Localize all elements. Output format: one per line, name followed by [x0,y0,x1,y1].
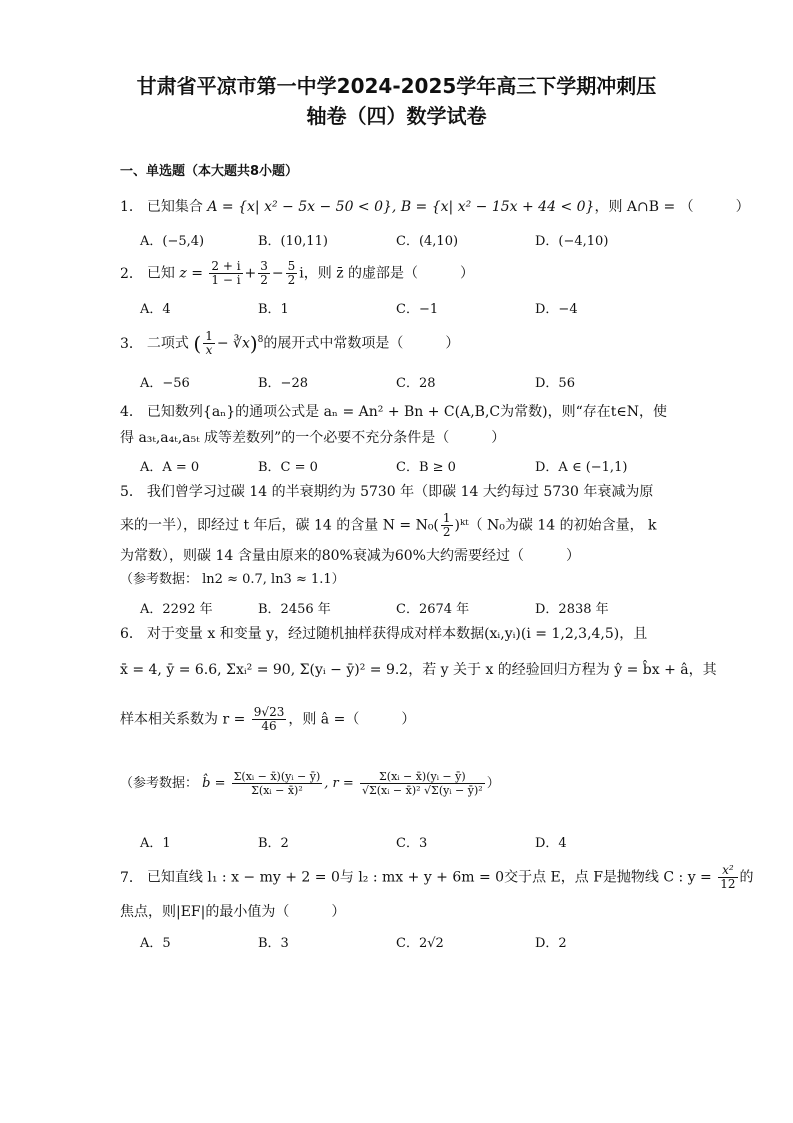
option-c[interactable]: C．2674 年 [396,602,470,617]
question-4 [120,402,667,422]
fraction: $\frac{5}{2}$ [287,259,296,287]
option-d[interactable]: D．2 [535,936,567,951]
question-text: 我们曾学习过碳 14 的半衰期约为 5730 年（即碳 14 大约每过 5730 年衰减为原 [146,484,654,500]
option-b[interactable]: B．(10,11) [258,234,328,249]
option-c[interactable]: C．28 [396,376,436,391]
question-7 [120,864,754,891]
option-c[interactable]: C．3 [396,836,428,851]
option-c[interactable]: C．2√2 [396,936,444,951]
question-number: 4． [120,404,143,420]
question-4-line2: 得 a₃ₜ,a₄ₜ,a₅ₜ 成等差数列”的一个必要不充分条件是（ ） [120,430,506,446]
option-a[interactable]: A．2292 年 [140,602,213,617]
section-heading: 一、单选题（本大题共8小题） [120,164,299,179]
option-a[interactable]: A．1 [140,836,171,851]
option-d[interactable]: D．4 [535,836,567,851]
question-3: 3． 二项式 ( $\frac{1}{x}$ − ∛x)$^8$的展开式中常数项是（ ） [120,329,460,358]
question-5-reference: （参考数据： ln2 ≈ 0.7, ln3 ≈ 1.1） [120,572,345,587]
question-text: 已知直线 l₁ : x − my + 2 = 0与 l₂ : mx + y + 6m = 0交于点 E，点 F是抛物线 C : y = [146,869,712,886]
option-b[interactable]: B．2 [258,836,289,851]
question-text: 已知集合 [146,199,203,215]
question-text: 二项式 [146,335,189,352]
fraction: $\frac{3}{2}$ [260,259,268,287]
math-expression: b̂ = [202,776,226,791]
fraction: $\frac{1}{x}$ [205,329,213,358]
fraction: $\frac{9√23}{46}$ [253,705,285,733]
option-d[interactable]: D．(−4,10) [535,234,609,249]
option-a[interactable]: A．5 [140,936,171,951]
question-text: 来的一半），即经过 t 年后，碳 14 的含量 N = N₀( [120,517,439,534]
fraction: $\frac{2 + i}{1 - i}$ [211,259,241,287]
question-number: 6． [120,626,143,642]
question-6-line3 [120,706,415,733]
fraction: $\frac{\text{Σ(xᵢ − x̄)(yᵢ − ȳ)}}{\text{Σ(xᵢ − x̄)²}}$ [233,770,321,797]
fraction: $\frac{\text{x²}}{12}$ [720,863,736,891]
math-expression: , r = [324,776,354,791]
option-b[interactable]: B．1 [258,302,289,317]
fraction: $\frac{\text{Σ(xᵢ − x̄)(yᵢ − ȳ)}}{\text{√Σ(xᵢ − x̄)² √Σ(yᵢ − ȳ)²}}$ [361,770,483,797]
question-text: ，则 â =（ ） [288,711,416,728]
reference-label: （参考数据： [120,776,199,791]
option-a[interactable]: A．(−5,4) [140,234,205,249]
question-text: ，则 A∩B = （ ） [594,199,750,215]
question-text: 对于变量 x 和变量 y，经过随机抽样获得成对样本数据(xᵢ,yᵢ)(i = 1,2,3,4,5)，且 [146,626,648,642]
question-6-reference [120,770,500,797]
question-5 [120,482,653,502]
option-d[interactable]: D．−4 [535,302,578,317]
question-text: 已知数列{aₙ}的通项公式是 aₙ = An² + Bn + C(A,B,C为常数)，则“存在t∈N，使 [146,404,667,420]
page-title-line2: 轴卷（四）数学试卷 [306,104,487,128]
question-5-line3: 为常数），则碳 14 含量由原来的80%衰减为60%大约需要经过（ ） [120,548,580,564]
question-text: )ᵏᵗ（ N₀为碳 14 的初始含量， k [454,517,657,534]
question-text: 样本相关系数为 r = [120,711,246,728]
option-b[interactable]: B．3 [258,936,289,951]
option-a[interactable]: A．4 [140,302,171,317]
option-a[interactable]: A．−56 [140,376,190,391]
option-d[interactable]: D．56 [535,376,575,391]
question-number: 2． [120,265,143,282]
question-text: 的 [739,869,754,886]
question-number: 7． [120,869,143,886]
question-text: 的展开式中常数项是（ ） [263,335,460,352]
option-b[interactable]: B．C = 0 [258,460,318,475]
option-c[interactable]: C．B ≥ 0 [396,460,456,475]
option-c[interactable]: C．(4,10) [396,234,459,249]
question-text: 已知 [146,265,175,282]
question-number: 3． [120,335,143,352]
question-6 [120,624,647,644]
option-d[interactable]: D．A ∈ (−1,1) [535,460,628,475]
question-2: 2． 已知 z = $\frac{2 + i}{1 - i}$ + $\frac{3}{2}$ − $\frac{5}{2}$ i，则 z̄ 的虚部是（ ） [120,259,475,287]
question-number: 1． [120,199,143,215]
option-b[interactable]: B．2456 年 [258,602,331,617]
question-6-line2: x̄ = 4, ȳ = 6.6, Σxᵢ² = 90, Σ(yᵢ − ȳ)² = 9.2，若 y 关于 x 的经验回归方程为 ŷ = b̂x + â，其 [120,662,717,678]
question-text: ，则 z̄ 的虚部是（ ） [303,265,475,282]
math-expression: A = {x| x² − 5x − 50 < 0}, B = {x| x² − 15x + 44 < 0} [207,199,595,215]
option-d[interactable]: D．2838 年 [535,602,609,617]
question-number: 5． [120,484,143,500]
math-expression: z = [179,265,203,282]
option-b[interactable]: B．−28 [258,376,308,391]
question-7-line2: 焦点，则|EF|的最小值为（ ） [120,904,346,920]
fraction: $\frac{1}{2}$ [442,511,451,539]
question-5-line2 [120,512,657,539]
page-title-line1: 甘肃省平凉市第一中学2024-2025学年高三下学期冲刺压 [136,74,657,98]
reference-close: ） [486,776,500,791]
option-c[interactable]: C．−1 [396,302,439,317]
question-1 [120,197,750,217]
option-a[interactable]: A．A = 0 [140,460,200,475]
